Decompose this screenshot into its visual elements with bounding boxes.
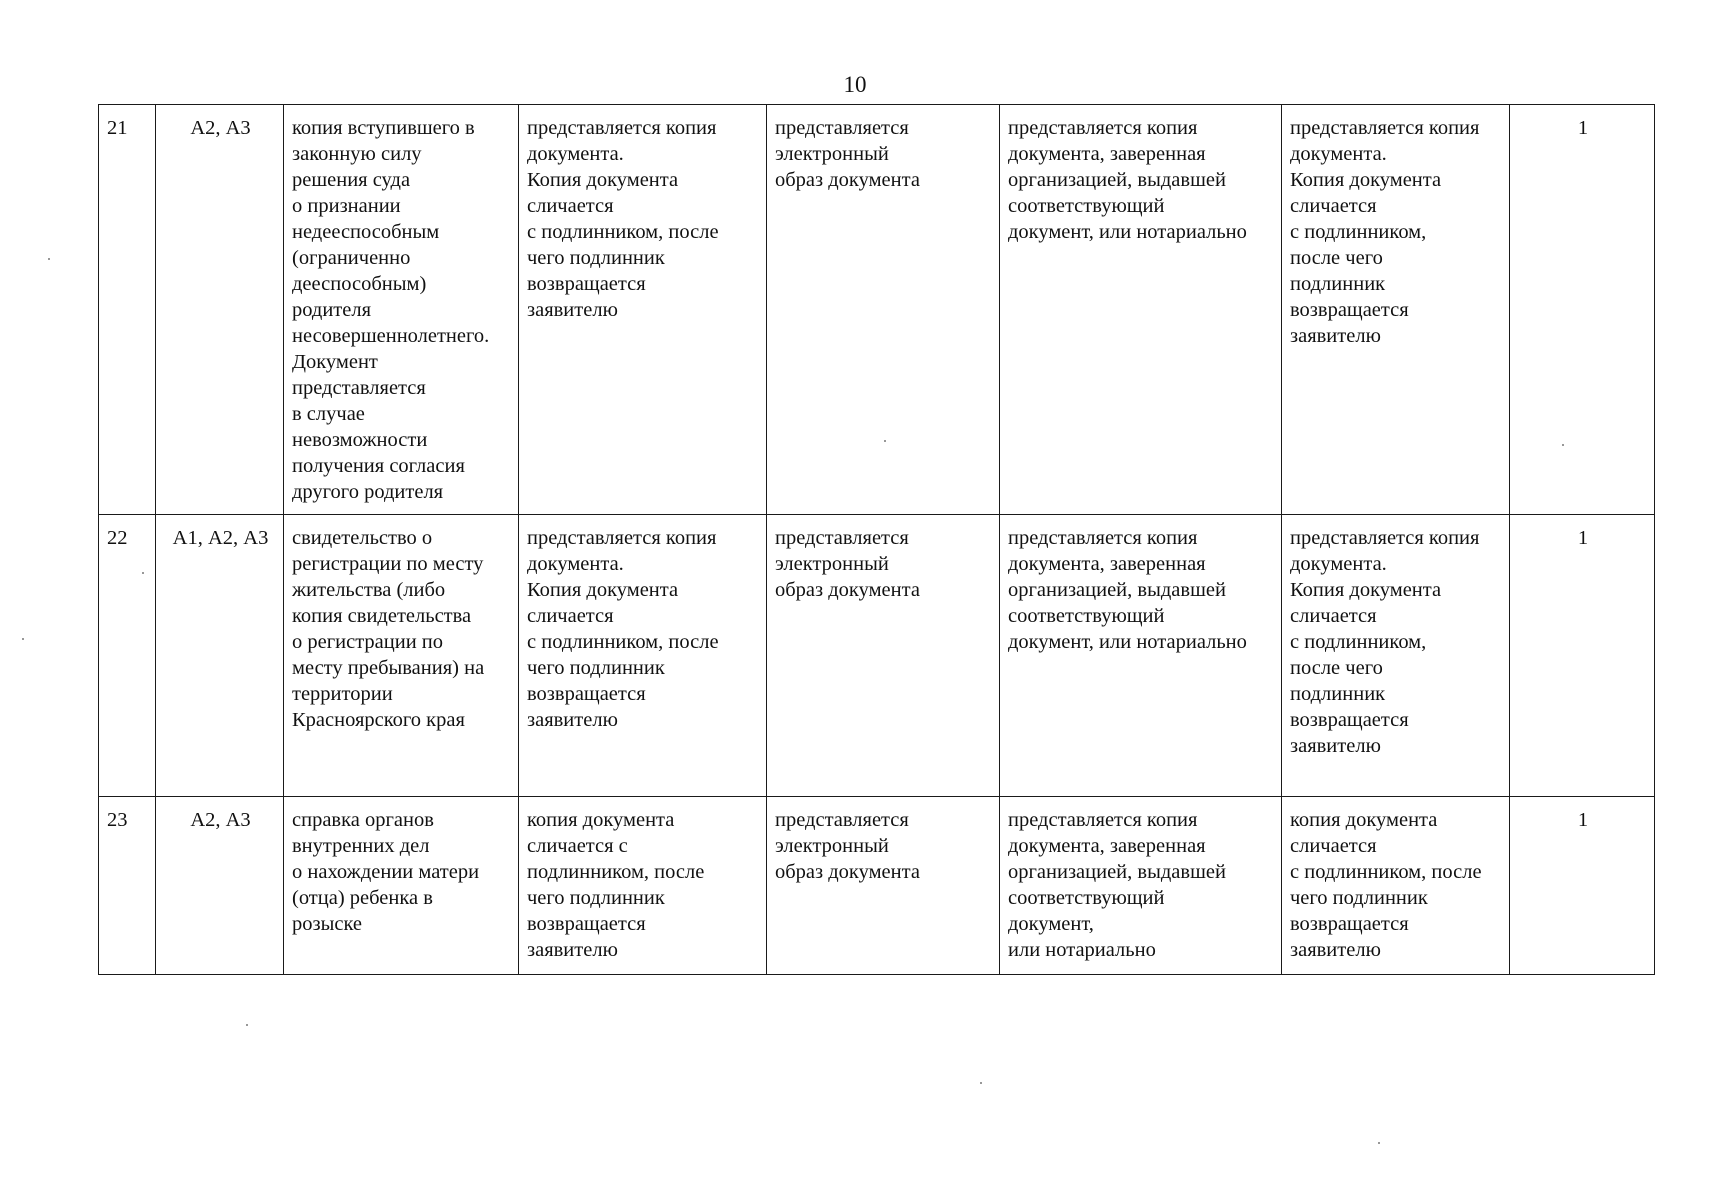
paper-submission xyxy=(519,105,767,515)
cell-line: подлинник xyxy=(1290,683,1386,705)
document-name xyxy=(284,515,519,797)
cell-line: документ, xyxy=(1008,913,1094,935)
cell-line: после чего xyxy=(1290,657,1383,679)
mfc-submission xyxy=(1282,515,1510,797)
applicant-codes: А2, А3 xyxy=(156,797,284,975)
cell-line: Копия документа xyxy=(1290,169,1442,191)
cell-line: с подлинником, после xyxy=(527,631,719,653)
cell-line: после чего xyxy=(1290,247,1383,269)
cell-line: сличается xyxy=(1290,195,1377,217)
cell-line: организацией, выдавшей xyxy=(1008,579,1226,601)
cell-line: представляется xyxy=(775,117,909,139)
cell-line: электронный xyxy=(775,553,889,575)
cell-line: решения суда xyxy=(292,169,411,191)
cell-line: организацией, выдавшей xyxy=(1008,169,1226,191)
table-row xyxy=(99,105,1655,515)
cell-line: заявителю xyxy=(1290,325,1381,347)
cell-line: чего подлинник xyxy=(527,247,665,269)
cell-line: сличается с xyxy=(527,835,628,857)
cell-line: электронный xyxy=(775,835,889,857)
cell-line: свидетельство о xyxy=(292,527,433,549)
cell-line: документа, заверенная xyxy=(1008,143,1206,165)
cell-line: документ, или нотариально xyxy=(1008,631,1247,653)
cell-line: представляется копия xyxy=(1008,527,1198,549)
cell-line: представляется копия xyxy=(527,117,717,139)
cell-line: недееспособным xyxy=(292,221,440,243)
mail-submission xyxy=(1000,797,1282,975)
cell-line: сличается xyxy=(527,605,614,627)
cell-line: внутренних дел xyxy=(292,835,430,857)
cell-line: документ, или нотариально xyxy=(1008,221,1247,243)
cell-line: представляется xyxy=(292,377,426,399)
cell-line: невозможности xyxy=(292,429,428,451)
cell-line: с подлинником, после xyxy=(527,221,719,243)
scan-speck xyxy=(246,1024,248,1026)
cell-line: чего подлинник xyxy=(527,657,665,679)
table-row xyxy=(99,515,1655,797)
documents-table xyxy=(98,104,1655,975)
cell-line: (отца) ребенка в xyxy=(292,887,433,909)
cell-line: с подлинником, xyxy=(1290,221,1427,243)
cell-line: образ документа xyxy=(775,169,920,191)
cell-line: копия вступившего в xyxy=(292,117,475,139)
cell-line: возвращается xyxy=(527,683,646,705)
cell-line: сличается xyxy=(527,195,614,217)
cell-line: Документ xyxy=(292,351,378,373)
cell-line: представляется xyxy=(775,809,909,831)
cell-line: возвращается xyxy=(1290,709,1409,731)
cell-line: Красноярского края xyxy=(292,709,465,731)
cell-line: документа. xyxy=(527,553,624,575)
cell-line: регистрации по месту xyxy=(292,553,484,575)
scan-speck xyxy=(980,1082,982,1084)
scan-speck xyxy=(1562,444,1564,446)
cell-line: о признании xyxy=(292,195,401,217)
cell-line: документа. xyxy=(1290,143,1387,165)
cell-line: заявителю xyxy=(527,939,618,961)
cell-line: возвращается xyxy=(527,273,646,295)
cell-line: родителя xyxy=(292,299,372,321)
applicant-codes: А2, А3 xyxy=(156,105,284,515)
copies-count: 1 xyxy=(1510,797,1655,975)
electronic-submission xyxy=(767,797,1000,975)
row-number: 22 xyxy=(99,515,156,797)
cell-line: соответствующий xyxy=(1008,887,1165,909)
applicant-codes: А1, А2, А3 xyxy=(156,515,284,797)
cell-line: копия документа xyxy=(527,809,675,831)
cell-line: подлинник xyxy=(1290,273,1386,295)
cell-line: другого родителя xyxy=(292,481,444,503)
cell-line: дееспособным) xyxy=(292,273,427,295)
cell-line: образ документа xyxy=(775,579,920,601)
scan-speck xyxy=(884,440,886,442)
cell-line: представляется копия xyxy=(1290,117,1480,139)
cell-line: представляется копия xyxy=(1008,809,1198,831)
scan-speck xyxy=(48,258,50,260)
cell-line: (ограниченно xyxy=(292,247,411,269)
cell-line: территории xyxy=(292,683,393,705)
cell-line: месту пребывания) на xyxy=(292,657,485,679)
table-body xyxy=(99,105,1655,975)
cell-line: представляется копия xyxy=(1290,527,1480,549)
cell-line: документа. xyxy=(1290,553,1387,575)
row-number: 21 xyxy=(99,105,156,515)
cell-line: или нотариально xyxy=(1008,939,1156,961)
paper-submission xyxy=(519,797,767,975)
electronic-submission xyxy=(767,105,1000,515)
copies-count: 1 xyxy=(1510,105,1655,515)
cell-line: Копия документа xyxy=(527,169,679,191)
cell-line: копия свидетельства xyxy=(292,605,472,627)
cell-line: получения согласия xyxy=(292,455,465,477)
cell-line: о регистрации по xyxy=(292,631,444,653)
mail-submission xyxy=(1000,105,1282,515)
cell-line: несовершеннолетнего. xyxy=(292,325,490,347)
cell-line: жительства (либо xyxy=(292,579,446,601)
mfc-submission xyxy=(1282,797,1510,975)
cell-line: документа. xyxy=(527,143,624,165)
cell-line: возвращается xyxy=(527,913,646,935)
cell-line: подлинником, после xyxy=(527,861,705,883)
cell-line: чего подлинник xyxy=(527,887,665,909)
cell-line: организацией, выдавшей xyxy=(1008,861,1226,883)
cell-line: розыске xyxy=(292,913,363,935)
electronic-submission xyxy=(767,515,1000,797)
cell-line: заявителю xyxy=(527,299,618,321)
cell-line: соответствующий xyxy=(1008,605,1165,627)
cell-line: справка органов xyxy=(292,809,434,831)
cell-line: образ документа xyxy=(775,861,920,883)
document-name xyxy=(284,105,519,515)
scan-speck xyxy=(22,638,24,640)
cell-line: Копия документа xyxy=(527,579,679,601)
copies-count: 1 xyxy=(1510,515,1655,797)
row-number: 23 xyxy=(99,797,156,975)
cell-line: возвращается xyxy=(1290,913,1409,935)
cell-line: о нахождении матери xyxy=(292,861,480,883)
mail-submission xyxy=(1000,515,1282,797)
table-row xyxy=(99,797,1655,975)
document-name xyxy=(284,797,519,975)
cell-line: представляется копия xyxy=(527,527,717,549)
cell-line: чего подлинник xyxy=(1290,887,1428,909)
cell-line: с подлинником, после xyxy=(1290,861,1482,883)
cell-line: законную силу xyxy=(292,143,422,165)
cell-line: заявителю xyxy=(1290,939,1381,961)
cell-line: соответствующий xyxy=(1008,195,1165,217)
cell-line: Копия документа xyxy=(1290,579,1442,601)
cell-line: с подлинником, xyxy=(1290,631,1427,653)
cell-line: заявителю xyxy=(527,709,618,731)
cell-line: в случае xyxy=(292,403,365,425)
cell-line: сличается xyxy=(1290,835,1377,857)
cell-line: электронный xyxy=(775,143,889,165)
cell-line: представляется xyxy=(775,527,909,549)
cell-line: возвращается xyxy=(1290,299,1409,321)
cell-line: документа, заверенная xyxy=(1008,553,1206,575)
cell-line: документа, заверенная xyxy=(1008,835,1206,857)
mfc-submission xyxy=(1282,105,1510,515)
scan-speck xyxy=(142,572,144,574)
scan-speck xyxy=(1378,1142,1380,1144)
cell-line: сличается xyxy=(1290,605,1377,627)
paper-submission xyxy=(519,515,767,797)
cell-line: заявителю xyxy=(1290,735,1381,757)
cell-line: копия документа xyxy=(1290,809,1438,831)
cell-line: представляется копия xyxy=(1008,117,1198,139)
page-number: 10 xyxy=(843,72,867,97)
